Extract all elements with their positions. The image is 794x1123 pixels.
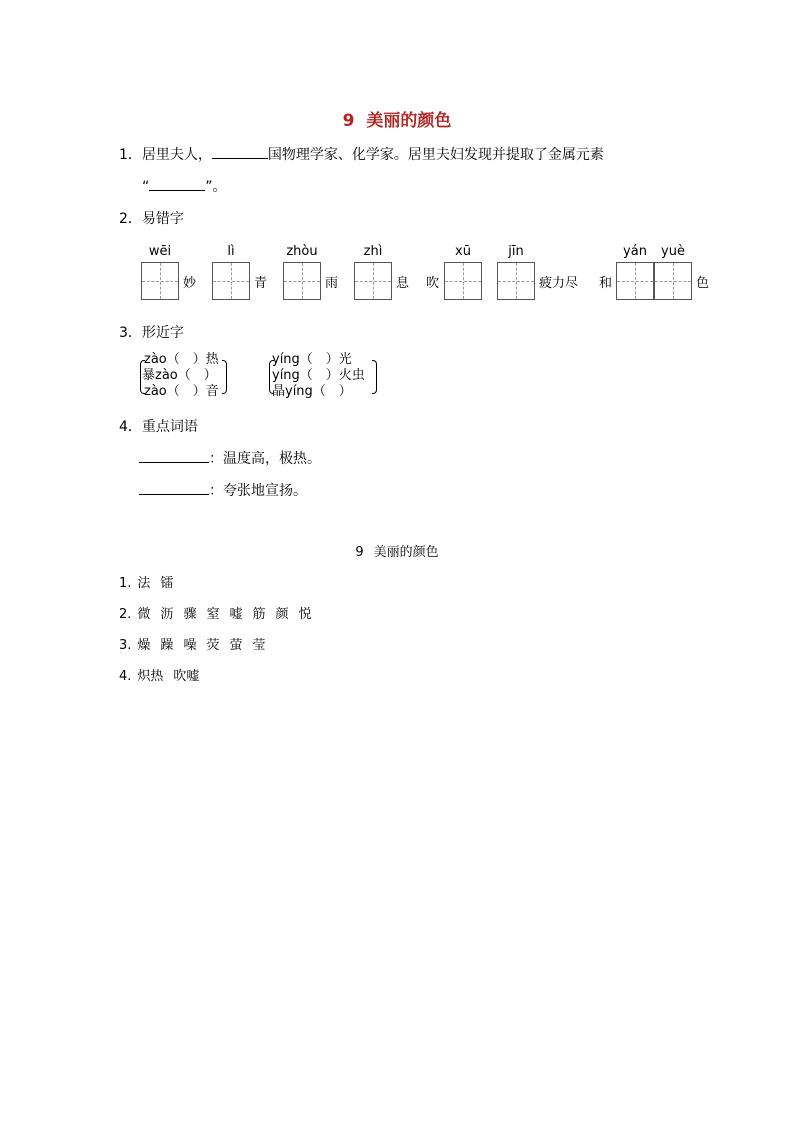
term-line — [139, 480, 307, 500]
question-4-heading — [119, 416, 198, 436]
answer-word: 躁 — [160, 638, 174, 653]
answer-number: 1. — [119, 576, 132, 591]
writing-box[interactable] — [497, 262, 535, 300]
pinyin-label: yán — [623, 244, 647, 259]
writing-box[interactable] — [354, 262, 392, 300]
answer-title-number: 9 — [355, 545, 364, 560]
fill-blank[interactable] — [139, 494, 209, 495]
answer-line-2 — [119, 603, 322, 622]
question-1 — [119, 144, 604, 164]
fill-blank[interactable] — [139, 462, 209, 463]
question-number: 4． — [119, 419, 142, 435]
answer-word: 骤 — [183, 607, 197, 622]
answer-word: 镭 — [160, 576, 174, 591]
pinyin-label: yuè — [661, 244, 685, 259]
answer-line-1 — [119, 572, 183, 591]
similar-chars-group-2 — [272, 352, 382, 404]
left-brace — [269, 360, 274, 394]
answer-word: 萤 — [229, 638, 243, 653]
answer-title-text: 美丽的颜色 — [373, 545, 439, 560]
question-heading: 易错字 — [141, 211, 184, 227]
right-brace — [222, 360, 227, 394]
writing-box[interactable] — [141, 262, 179, 300]
char-after: 妙 — [183, 276, 197, 291]
group-line: 晶yíng（ ） — [272, 384, 352, 399]
answer-word: 悦 — [298, 607, 312, 622]
question-heading: 重点词语 — [141, 419, 198, 435]
char-after: 雨 — [325, 276, 339, 291]
pinyin-label: zhì — [363, 244, 383, 259]
answer-word: 颜 — [275, 607, 289, 622]
writing-box[interactable] — [654, 262, 692, 300]
question-number: 1． — [119, 147, 142, 163]
answer-line-3 — [119, 634, 276, 653]
char-after: 疲力尽 — [539, 276, 579, 291]
writing-box[interactable] — [212, 262, 250, 300]
fill-blank[interactable] — [149, 190, 205, 191]
pinyin-label: jīn — [508, 244, 524, 259]
title-number: 9 — [342, 111, 355, 131]
question-number: 2． — [119, 211, 142, 227]
writing-box[interactable] — [444, 262, 482, 300]
quote-open: “ — [142, 179, 150, 195]
right-brace — [372, 360, 377, 394]
group-line: 暴zào（ ） — [142, 368, 217, 383]
char-after: 青 — [254, 276, 268, 291]
char-before: 和 — [599, 276, 613, 291]
question-text: 居里夫人， — [141, 147, 212, 163]
group-line: zào（ ）音 — [144, 384, 219, 399]
answer-number: 3. — [119, 638, 132, 653]
question-text: 国物理学家、化学家。居里夫妇发现并提取了金属元素 — [267, 147, 604, 163]
answer-number: 2. — [119, 607, 132, 622]
answer-word: 法 — [137, 576, 151, 591]
question-2-heading — [119, 208, 184, 228]
answer-word: 荧 — [206, 638, 220, 653]
group-line: zào（ ）热 — [144, 352, 219, 367]
fill-blank[interactable] — [212, 158, 268, 159]
pinyin-label: wēi — [148, 244, 172, 259]
writing-box[interactable] — [283, 262, 321, 300]
answer-word: 莹 — [252, 638, 266, 653]
answer-line-4 — [119, 665, 209, 684]
answer-word: 吹嘘 — [173, 669, 200, 684]
title-text: 美丽的颜色 — [366, 111, 452, 131]
question-1-line2 — [142, 176, 227, 196]
pinyin-label: zhòu — [286, 244, 318, 259]
group-line: yíng（ ）光 — [272, 352, 352, 367]
answer-title — [0, 541, 794, 560]
answer-word: 窒 — [206, 607, 220, 622]
char-after: 色 — [696, 276, 710, 291]
char-after: 息 — [396, 276, 410, 291]
similar-chars-group-1 — [142, 352, 232, 404]
answer-word: 燥 — [137, 638, 151, 653]
pinyin-label: lì — [227, 244, 235, 259]
term-definition: ：温度高，极热。 — [209, 451, 321, 467]
answer-number: 4. — [119, 669, 132, 684]
pinyin-label: xū — [455, 244, 471, 259]
char-before: 吹 — [426, 276, 440, 291]
question-heading: 形近字 — [141, 325, 184, 341]
question-number: 3． — [119, 325, 142, 341]
answer-word: 炽热 — [137, 669, 164, 684]
term-definition: ：夸张地宣扬。 — [209, 483, 307, 499]
group-line: yíng（ ）火虫 — [272, 368, 365, 383]
term-line — [139, 448, 321, 468]
answer-word: 嘘 — [229, 607, 243, 622]
writing-box[interactable] — [616, 262, 654, 300]
answer-word: 微 — [137, 607, 151, 622]
page-title — [0, 106, 794, 131]
answer-word: 沥 — [160, 607, 174, 622]
answer-word: 噪 — [183, 638, 197, 653]
question-3-heading — [119, 322, 184, 342]
quote-close: ”。 — [205, 179, 227, 195]
answer-word: 筋 — [252, 607, 266, 622]
left-brace — [140, 360, 145, 394]
